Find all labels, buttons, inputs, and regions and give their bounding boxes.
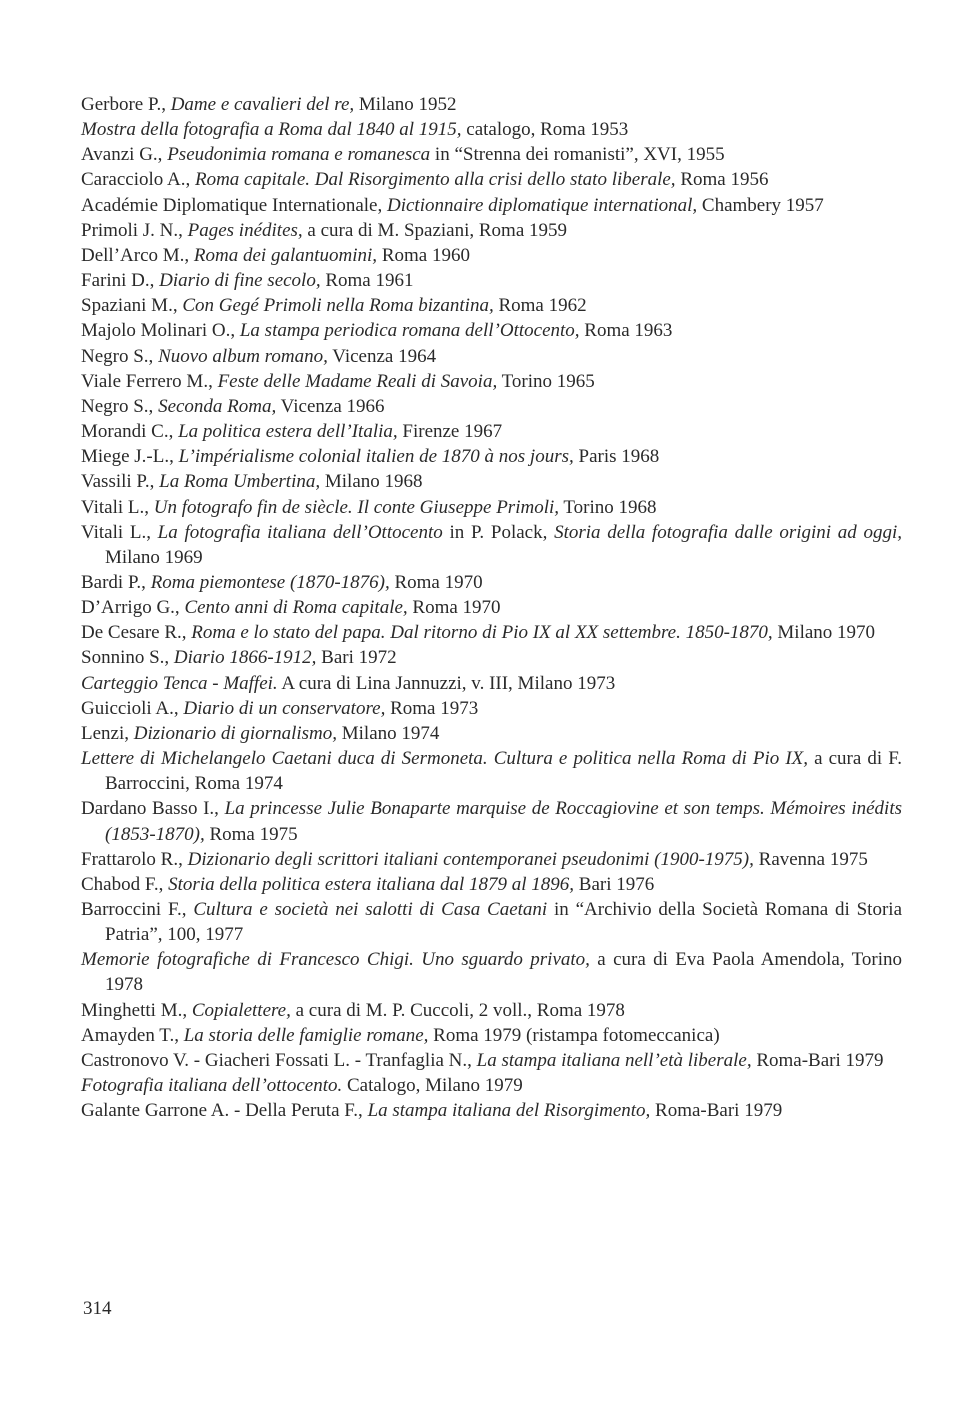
bibliography-entry: [81, 469, 902, 494]
entry-title-italic: Dizionario di giornalismo,: [133, 722, 337, 744]
entry-text: Bari 1972: [316, 647, 397, 669]
entry-title-italic: Copialettere,: [191, 999, 291, 1021]
entry-text: Roma 1973: [385, 697, 479, 719]
entry-title-italic: Con Gegé Primoli nella Roma bizantina,: [182, 295, 494, 317]
entry-text: Torino 1968: [559, 496, 657, 518]
entry-title-italic: La stampa periodica romana dell’Ottocento,: [239, 320, 580, 342]
entry-text: Chabod F.,: [81, 873, 169, 895]
bibliography-entry: [81, 142, 902, 167]
entry-text: D’Arrigo G.,: [81, 597, 185, 619]
entry-text: Castronovo V. - Giacheri Fossati L. - Tranfaglia N.,: [81, 1049, 477, 1071]
bibliography-entry: [81, 620, 902, 645]
entry-text: Ravenna 1975: [753, 848, 868, 870]
entry-text: Vicenza 1966: [276, 395, 385, 417]
entry-text: Avanzi G.,: [81, 144, 168, 166]
entry-title-italic: Lettere di Michelangelo Caetani duca di Sermoneta. Cultura e politica nella Roma di Pio IX,: [81, 748, 809, 770]
entry-text: De Cesare R.,: [81, 622, 192, 644]
entry-text: a cura di Eva Paola Amendola, Torino 1978: [105, 949, 902, 996]
entry-text: catalogo, Roma 1953: [461, 119, 629, 141]
bibliography-entry: [81, 369, 902, 394]
entry-title-italic: Cento anni di Roma capitale,: [184, 597, 408, 619]
entry-text: Catalogo, Milano 1979: [342, 1075, 523, 1097]
entry-text: A cura di Lina Jannuzzi, v. III, Milano 1973: [277, 672, 616, 694]
bibliography-entry: [81, 1073, 902, 1098]
bibliography-entry: [81, 344, 902, 369]
entry-text: Roma 1960: [377, 244, 470, 266]
entry-title-italic: La stampa italiana nell’età liberale,: [476, 1049, 752, 1071]
entry-text: Paris 1968: [573, 446, 660, 468]
bibliography-entry: [81, 897, 902, 947]
entry-text: Vicenza 1964: [327, 345, 437, 367]
bibliography-entry: [81, 268, 902, 293]
entry-title-italic: Cultura e società nei salotti di Casa Caetani: [193, 899, 548, 920]
entry-text: a cura di M. Spaziani, Roma 1959: [302, 219, 568, 241]
bibliography-entry: [81, 167, 902, 192]
entry-text: Milano 1970: [772, 622, 876, 644]
entry-text: Galante Garrone A. - Della Peruta F.,: [81, 1100, 368, 1122]
bibliography-entry: [81, 243, 902, 268]
entry-text: in P. Polack,: [442, 521, 555, 543]
bibliography-entry: [81, 696, 902, 721]
entry-text: Roma-Bari 1979: [650, 1100, 783, 1122]
bibliography-entry: [81, 847, 902, 872]
entry-title-italic: La Roma Umbertina,: [159, 471, 321, 493]
entry-title-italic: Storia della politica estera italiana dal 1879 al 1896,: [168, 873, 575, 895]
entry-text: Miege J.-L.,: [81, 446, 179, 468]
entry-title-italic: Fotografia italiana dell’ottocento.: [81, 1075, 343, 1097]
entry-text: Roma 1979 (ristampa fotomeccanica): [428, 1024, 720, 1046]
entry-title-italic: Pseudonimia romana e romanesca: [167, 144, 431, 166]
entry-text: Dardano Basso I.,: [81, 798, 225, 820]
bibliography-entry: [81, 318, 902, 343]
entry-text: Minghetti M.,: [81, 999, 192, 1021]
entry-text: Dell’Arco M.,: [81, 244, 194, 266]
entry-text: Roma 1956: [675, 169, 769, 191]
entry-text: Roma-Bari 1979: [751, 1049, 884, 1071]
bibliography-entry: [81, 746, 902, 796]
bibliography-entry: [81, 796, 902, 846]
entry-text: Torino 1965: [497, 370, 595, 392]
bibliography-list: [81, 92, 902, 1123]
bibliography-entry: [81, 193, 902, 218]
entry-text: Majolo Molinari O.,: [81, 320, 240, 342]
entry-text: Morandi C.,: [81, 421, 179, 443]
entry-text: Vitali L.,: [81, 521, 158, 543]
entry-text: Vassili P.,: [81, 471, 160, 493]
entry-text: Barroccini F.,: [81, 899, 194, 920]
entry-text: Milano 1968: [320, 471, 423, 493]
entry-title-italic: Roma e lo stato del papa. Dal ritorno di Pio IX al XX settembre. 1850-1870,: [191, 622, 773, 644]
bibliography-entry: [81, 495, 902, 520]
entry-text: Lenzi,: [81, 722, 134, 744]
entry-text: Académie Diplomatique Internationale,: [81, 194, 387, 216]
entry-text: Roma 1975: [204, 823, 298, 845]
entry-text: in “Archivio della Società Romana di Storia Patria”, 100, 1977: [105, 899, 902, 946]
page-number: 314: [83, 1298, 112, 1319]
entry-text: Bardi P.,: [81, 571, 151, 593]
entry-title-italic: Feste delle Madame Reali di Savoia,: [217, 370, 498, 392]
bibliography-entry: [81, 293, 902, 318]
entry-text: Roma 1963: [579, 320, 673, 342]
bibliography-entry: [81, 645, 902, 670]
entry-title-italic: Memorie fotografiche di Francesco Chigi. Uno sguardo privato,: [81, 949, 590, 971]
entry-text: Milano 1969: [105, 546, 203, 568]
bibliography-entry: [81, 595, 902, 620]
bibliography-entry: [81, 92, 902, 117]
entry-text: Roma 1962: [493, 295, 587, 317]
entry-title-italic: L’impérialisme colonial italien de 1870 à nos jours,: [178, 446, 574, 468]
entry-text: Farini D.,: [81, 270, 160, 292]
entry-title-italic: Nuovo album romano,: [158, 345, 328, 367]
bibliography-entry: [81, 394, 902, 419]
entry-title-italic: Diario di un conservatore,: [183, 697, 386, 719]
entry-text: Caracciolo A.,: [81, 169, 195, 191]
entry-title-italic: La princesse Julie Bonaparte marquise de Roccagiovine et son temps. Mémoires inédits (1853-1870),: [105, 798, 903, 845]
entry-title-italic: Pages inédites,: [187, 219, 303, 241]
entry-title-italic: Diario di fine secolo,: [159, 270, 321, 292]
entry-text: Gerbore P.,: [81, 94, 171, 115]
entry-title-italic: Seconda Roma,: [158, 395, 277, 417]
entry-title-italic: Roma piemontese (1870-1876),: [150, 571, 390, 593]
entry-text: Frattarolo R.,: [81, 848, 188, 870]
entry-title-italic: Storia della fotografia dalle origini ad oggi,: [554, 521, 903, 543]
entry-text: Vitali L.,: [81, 496, 154, 518]
entry-title-italic: Diario 1866-1912,: [173, 647, 317, 669]
entry-text: Chambery 1957: [697, 194, 824, 216]
entry-text: a cura di M. P. Cuccoli, 2 voll., Roma 1978: [290, 999, 625, 1021]
entry-text: Roma 1961: [320, 270, 414, 292]
entry-title-italic: Roma dei galantuomini,: [193, 244, 378, 266]
entry-title-italic: La storia delle famiglie romane,: [183, 1024, 429, 1046]
entry-text: Primoli J. N.,: [81, 219, 188, 241]
bibliography-entry: [81, 570, 902, 595]
bibliography-entry: [81, 1023, 902, 1048]
entry-text: Roma 1970: [389, 571, 483, 593]
bibliography-entry: [81, 872, 902, 897]
entry-title-italic: Dame e cavalieri del re,: [170, 94, 355, 115]
entry-text: Milano 1974: [337, 722, 440, 744]
entry-text: Firenze 1967: [397, 421, 503, 443]
bibliography-entry: [81, 1048, 902, 1073]
entry-text: Bari 1976: [574, 873, 655, 895]
entry-text: Milano 1952: [354, 94, 457, 115]
bibliography-entry: [81, 671, 902, 696]
entry-title-italic: La stampa italiana del Risorgimento,: [367, 1100, 651, 1122]
entry-title-italic: Mostra della fotografia a Roma dal 1840 al 1915,: [81, 119, 462, 141]
entry-text: Negro S.,: [81, 345, 159, 367]
bibliography-entry: [81, 721, 902, 746]
bibliography-entry: [81, 419, 902, 444]
entry-text: a cura di F. Barroccini, Roma 1974: [105, 748, 903, 795]
entry-title-italic: Dictionnaire diplomatique international,: [387, 194, 698, 216]
entry-title-italic: Dizionario degli scrittori italiani contemporanei pseudonimi (1900-1975),: [187, 848, 754, 870]
entry-text: Viale Ferrero M.,: [81, 370, 218, 392]
entry-title-italic: La politica estera dell’Italia,: [178, 421, 398, 443]
entry-text: Roma 1970: [407, 597, 501, 619]
bibliography-entry: [81, 1098, 902, 1123]
bibliography-entry: [81, 117, 902, 142]
entry-title-italic: Carteggio Tenca - Maffei.: [81, 672, 278, 694]
bibliography-entry: [81, 520, 902, 570]
bibliography-entry: [81, 998, 902, 1023]
entry-text: Sonnino S.,: [81, 647, 174, 669]
entry-text: in “Strenna dei romanisti”, XVI, 1955: [430, 144, 725, 166]
entry-text: Amayden T.,: [81, 1024, 184, 1046]
entry-title-italic: La fotografia italiana dell’Ottocento: [157, 521, 443, 543]
entry-text: Spaziani M.,: [81, 295, 183, 317]
bibliography-entry: [81, 947, 902, 997]
entry-title-italic: Un fotografo fin de siècle. Il conte Giuseppe Primoli,: [153, 496, 559, 518]
entry-text: Guiccioli A.,: [81, 697, 184, 719]
entry-text: Negro S.,: [81, 395, 159, 417]
bibliography-entry: [81, 218, 902, 243]
entry-title-italic: Roma capitale. Dal Risorgimento alla crisi dello stato liberale,: [194, 169, 676, 191]
bibliography-entry: [81, 444, 902, 469]
